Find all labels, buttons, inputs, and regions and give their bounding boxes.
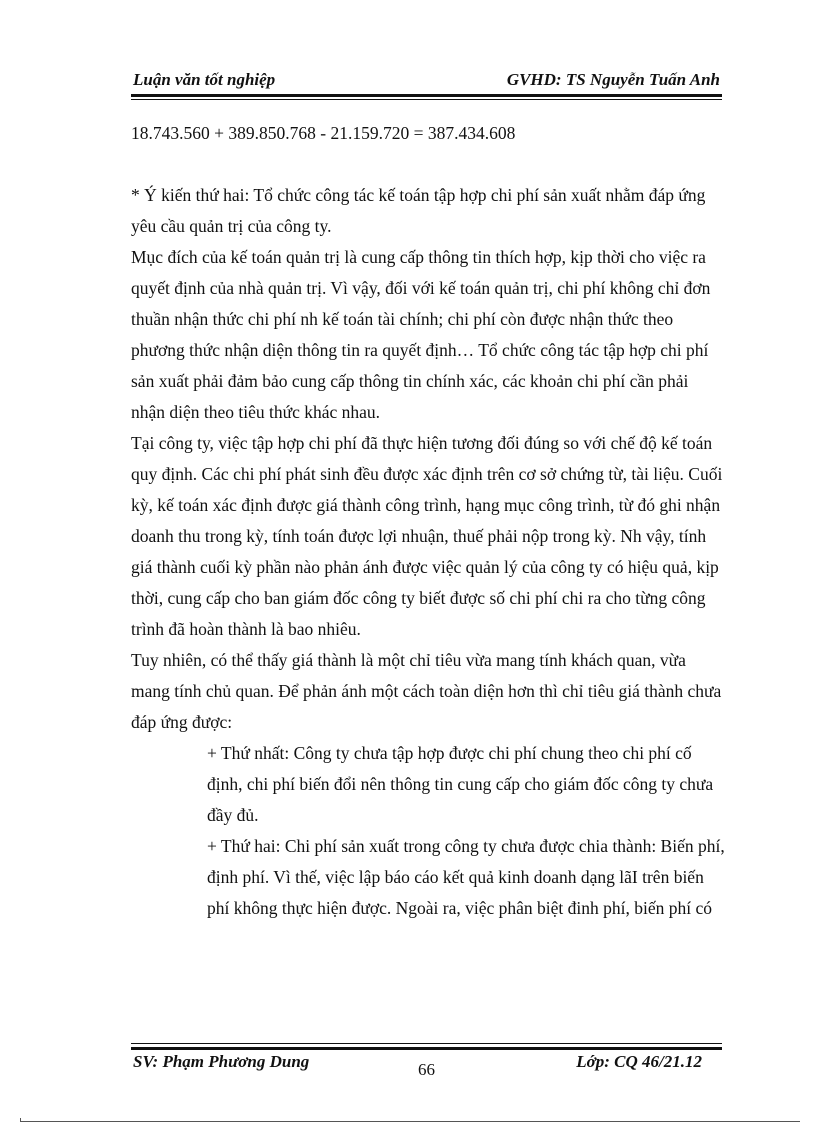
page-footer bbox=[131, 1050, 722, 1090]
footer-student: SV: Phạm Phương Dung bbox=[133, 1052, 310, 1071]
paragraph-first-point: + Thứ nhất: Công ty chưa tập hợp được chi phí chung theo chi phí cố định, chi phí biến đổi nên thông tin cung cấp cho giám đốc công ty chưa đầy đủ. bbox=[207, 743, 714, 825]
header-rule-thick bbox=[131, 94, 722, 97]
header-advisor: GVHD: TS Nguyễn Tuấn Anh bbox=[506, 70, 720, 89]
page-bottom-edge bbox=[20, 1121, 800, 1122]
page-header bbox=[131, 66, 722, 94]
header-thesis-title: Luận văn tốt nghiệp bbox=[133, 70, 276, 89]
paragraph-limitations: Tuy nhiên, có thể thấy giá thành là một chỉ tiêu vừa mang tính khách quan, vừa mang tính chủ quan. Để phản ánh một cách toàn diện hơn thì chỉ tiêu giá thành chưa đáp ứng được: bbox=[131, 650, 722, 732]
page-edge-tick bbox=[20, 1118, 21, 1122]
footer-class: Lớp: CQ 46/21.12 bbox=[576, 1052, 702, 1071]
page-body bbox=[131, 118, 725, 924]
footer-rule-thin bbox=[131, 1043, 722, 1044]
paragraph-management-accounting: Mục đích của kế toán quản trị là cung cấp thông tin thích hợp, kịp thời cho việc ra quyết định của nhà quản trị. Vì vậy, đối với kế toán quản trị, chi phí không chỉ đơn thuần nhận thức chi phí nh kế toán tài chính; chi phí còn được nhận thức theo phương thức nhận diện thông tin ra quyết định… Tổ chức công tác tập hợp chi phí sản xuất phải đảm bảo cung cấp thông tin chính xác, các khoản chi phí cần phải nhận diện theo tiêu thức khác nhau. bbox=[131, 247, 711, 422]
paragraph-company-practice: Tại công ty, việc tập hợp chi phí đã thực hiện tương đối đúng so với chế độ kế toán quy định. Các chi phí phát sinh đều được xác định trên cơ sở chứng từ, tài liệu. Cuối kỳ, kế toán xác định được giá thành công trình, hạng mục công trình, từ đó ghi nhận doanh thu trong kỳ, tính toán được lợi nhuận, thuế phải nộp trong kỳ. Nh vậy, tính giá thành cuối kỳ phần nào phản ánh được việc quản lý của công ty có hiệu quả, kịp thời, cung cấp cho ban giám đốc công ty biết được số chi phí chi ra cho từng công trình đã hoàn thành là bao nhiêu. bbox=[131, 433, 723, 639]
paragraph-second-point: + Thứ hai: Chi phí sản xuất trong công ty chưa được chia thành: Biến phí, định phí. Vì thế, việc lập báo cáo kết quả kinh doanh dạng lãI trên biến phí không thực hiện được. Ngoài ra, việc phân biệt đinh phí, biến phí có bbox=[207, 836, 725, 918]
page-number: 66 bbox=[418, 1060, 435, 1079]
paragraph-opinion-two: * Ý kiến thứ hai: Tổ chức công tác kế toán tập hợp chi phí sản xuất nhằm đáp ứng yêu cầu quản trị của công ty. bbox=[131, 185, 706, 236]
cost-formula: 18.743.560 + 389.850.768 - 21.159.720 = 387.434.608 bbox=[131, 123, 516, 143]
header-rule-thin bbox=[131, 99, 722, 100]
